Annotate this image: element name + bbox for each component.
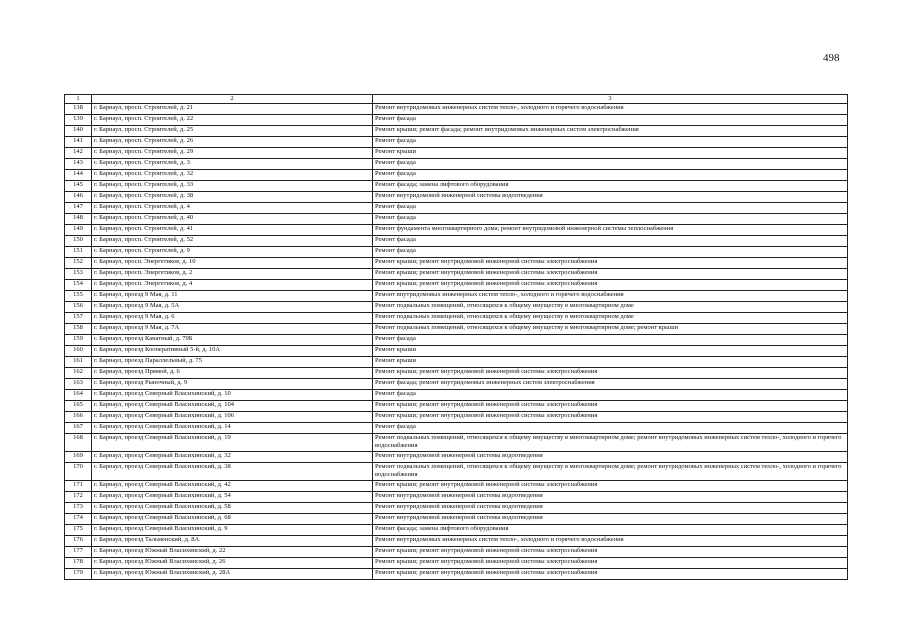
row-number-cell: 155 xyxy=(65,291,92,302)
table-row xyxy=(65,390,848,401)
work-type-cell: Ремонт крыши; ремонт внутридомовой инженерной системы электроснабжения xyxy=(373,368,848,379)
address-cell: г. Барнаул, проезд Северный Власихинский, д. 68 xyxy=(92,513,373,524)
row-number-cell: 164 xyxy=(65,390,92,401)
address-cell: г. Барнаул, проезд Южный Власихинский, д. 26 xyxy=(92,557,373,568)
work-type-cell: Ремонт внутридомовой инженерной системы водоотведения xyxy=(373,513,848,524)
work-type-cell: Ремонт внутридомовых инженерных систем тепло-, холодного и горячего водоснабжения xyxy=(373,104,848,115)
row-number-cell: 160 xyxy=(65,346,92,357)
address-cell: г. Барнаул, просп. Строителей, д. 25 xyxy=(92,126,373,137)
address-cell: г. Барнаул, просп. Строителей, д. 21 xyxy=(92,104,373,115)
row-number-cell: 152 xyxy=(65,258,92,269)
row-number-cell: 179 xyxy=(65,568,92,579)
work-type-cell: Ремонт крыши; ремонт внутридомовой инженерной системы электроснабжения xyxy=(373,412,848,423)
address-cell: г. Барнаул, проезд 9 Мая, д. 7А xyxy=(92,324,373,335)
table-row xyxy=(65,462,848,480)
row-number-cell: 173 xyxy=(65,502,92,513)
work-type-cell: Ремонт фасада xyxy=(373,203,848,214)
row-number-cell: 139 xyxy=(65,115,92,126)
header-cell-work: 3 xyxy=(373,95,848,104)
work-type-cell: Ремонт фасада xyxy=(373,236,848,247)
row-number-cell: 142 xyxy=(65,148,92,159)
header-cell-number: 1 xyxy=(65,95,92,104)
row-number-cell: 177 xyxy=(65,546,92,557)
work-type-cell: Ремонт внутридомовой инженерной системы водоотведения xyxy=(373,451,848,462)
row-number-cell: 141 xyxy=(65,137,92,148)
work-type-cell: Ремонт фундамента многоквартирного дома; ремонт внутридомовой инженерной системы теплоснабжения xyxy=(373,225,848,236)
row-number-cell: 146 xyxy=(65,192,92,203)
address-cell: г. Барнаул, проезд Северный Власихинский, д. 106 xyxy=(92,412,373,423)
row-number-cell: 161 xyxy=(65,357,92,368)
table-row xyxy=(65,546,848,557)
work-type-cell: Ремонт крыши; ремонт внутридомовой инженерной системы электроснабжения xyxy=(373,280,848,291)
address-cell: г. Барнаул, просп. Энергетиков, д. 4 xyxy=(92,280,373,291)
address-cell: г. Барнаул, проезд Северный Власихинский, д. 32 xyxy=(92,451,373,462)
work-type-cell: Ремонт внутридомовой инженерной системы водоотведения xyxy=(373,502,848,513)
work-type-cell: Ремонт фасада xyxy=(373,390,848,401)
work-type-cell: Ремонт крыши; ремонт внутридомовой инженерной системы электроснабжения xyxy=(373,258,848,269)
address-cell: г. Барнаул, проезд Тальменский, д. 8А xyxy=(92,535,373,546)
work-type-cell: Ремонт внутридомовых инженерных систем тепло-, холодного и горячего водоснабжения xyxy=(373,291,848,302)
table-row xyxy=(65,423,848,434)
table-row xyxy=(65,502,848,513)
table-row xyxy=(65,214,848,225)
row-number-cell: 167 xyxy=(65,423,92,434)
table-row xyxy=(65,346,848,357)
table-row xyxy=(65,513,848,524)
row-number-cell: 170 xyxy=(65,462,92,480)
table-row xyxy=(65,280,848,291)
work-type-cell: Ремонт фасада; ремонт внутридомовых инженерных систем электроснабжения xyxy=(373,379,848,390)
row-number-cell: 175 xyxy=(65,524,92,535)
address-cell: г. Барнаул, проезд 9 Мая, д. 6 xyxy=(92,313,373,324)
row-number-cell: 163 xyxy=(65,379,92,390)
address-cell: г. Барнаул, просп. Строителей, д. 29 xyxy=(92,148,373,159)
table-row xyxy=(65,170,848,181)
work-type-cell: Ремонт внутридомовой инженерной системы водоотведения xyxy=(373,491,848,502)
table-row xyxy=(65,313,848,324)
row-number-cell: 150 xyxy=(65,236,92,247)
table-header-row xyxy=(65,95,848,104)
work-type-cell: Ремонт крыши; ремонт внутридомовой инженерной системы электроснабжения xyxy=(373,557,848,568)
table-row xyxy=(65,148,848,159)
row-number-cell: 140 xyxy=(65,126,92,137)
address-cell: г. Барнаул, проезд Северный Власихинский, д. 104 xyxy=(92,401,373,412)
address-cell: г. Барнаул, проезд Параллельный, д. 75 xyxy=(92,357,373,368)
address-cell: г. Барнаул, просп. Строителей, д. 22 xyxy=(92,115,373,126)
table-row xyxy=(65,225,848,236)
table-row xyxy=(65,291,848,302)
address-cell: г. Барнаул, просп. Энергетиков, д. 2 xyxy=(92,269,373,280)
row-number-cell: 145 xyxy=(65,181,92,192)
row-number-cell: 156 xyxy=(65,302,92,313)
address-cell: г. Барнаул, проезд Северный Власихинский, д. 19 xyxy=(92,434,373,452)
row-number-cell: 138 xyxy=(65,104,92,115)
table-row xyxy=(65,535,848,546)
row-number-cell: 174 xyxy=(65,513,92,524)
address-cell: г. Барнаул, просп. Строителей, д. 38 xyxy=(92,192,373,203)
table-row xyxy=(65,568,848,579)
work-type-cell: Ремонт подвальных помещений, относящихся к общему имуществу в многоквартирном доме; ремонт крыши xyxy=(373,324,848,335)
address-cell: г. Барнаул, проезд Северный Власихинский, д. 38 xyxy=(92,462,373,480)
work-type-cell: Ремонт крыши; ремонт фасада; ремонт внутридомовых инженерных систем электроснабжения xyxy=(373,126,848,137)
address-cell: г. Барнаул, проезд Прямой, д. 6 xyxy=(92,368,373,379)
table-row xyxy=(65,247,848,258)
row-number-cell: 143 xyxy=(65,159,92,170)
row-number-cell: 148 xyxy=(65,214,92,225)
row-number-cell: 149 xyxy=(65,225,92,236)
address-cell: г. Барнаул, просп. Строителей, д. 9 xyxy=(92,247,373,258)
work-type-cell: Ремонт фасада xyxy=(373,214,848,225)
table-row xyxy=(65,379,848,390)
table-row xyxy=(65,159,848,170)
table-row xyxy=(65,192,848,203)
table-row xyxy=(65,126,848,137)
row-number-cell: 168 xyxy=(65,434,92,452)
table-row xyxy=(65,181,848,192)
row-number-cell: 144 xyxy=(65,170,92,181)
table-row xyxy=(65,258,848,269)
repair-table xyxy=(64,94,848,580)
table-row xyxy=(65,434,848,452)
address-cell: г. Барнаул, просп. Строителей, д. 26 xyxy=(92,137,373,148)
work-type-cell: Ремонт крыши; ремонт внутридомовой инженерной системы электроснабжения xyxy=(373,568,848,579)
row-number-cell: 165 xyxy=(65,401,92,412)
address-cell: г. Барнаул, проезд Северный Власихинский, д. 14 xyxy=(92,423,373,434)
table-row xyxy=(65,491,848,502)
work-type-cell: Ремонт фасада xyxy=(373,115,848,126)
table-row xyxy=(65,137,848,148)
table-row xyxy=(65,557,848,568)
address-cell: г. Барнаул, просп. Строителей, д. 52 xyxy=(92,236,373,247)
work-type-cell: Ремонт крыши; ремонт внутридомовой инженерной системы электроснабжения xyxy=(373,269,848,280)
address-cell: г. Барнаул, проезд Южный Власихинский, д. 22 xyxy=(92,546,373,557)
table-row xyxy=(65,115,848,126)
work-type-cell: Ремонт крыши xyxy=(373,357,848,368)
address-cell: г. Барнаул, проезд Северный Власихинский, д. 42 xyxy=(92,480,373,491)
row-number-cell: 157 xyxy=(65,313,92,324)
address-cell: г. Барнаул, проезд 9 Мая, д. 11 xyxy=(92,291,373,302)
work-type-cell: Ремонт фасада xyxy=(373,137,848,148)
address-cell: г. Барнаул, проезд Рыночный, д. 9 xyxy=(92,379,373,390)
work-type-cell: Ремонт крыши; ремонт внутридомовой инженерной системы электроснабжения xyxy=(373,480,848,491)
page-number: 498 xyxy=(823,52,840,64)
work-type-cell: Ремонт фасада xyxy=(373,247,848,258)
work-type-cell: Ремонт крыши xyxy=(373,148,848,159)
address-cell: г. Барнаул, проезд Кооперативный 5-й, д. 10А xyxy=(92,346,373,357)
work-type-cell: Ремонт фасада; замена лифтового оборудования xyxy=(373,524,848,535)
work-type-cell: Ремонт подвальных помещений, относящихся к общему имуществу в многоквартирном доме; ремонт внутридомовых инженерных систем тепло-, холодного и горячего водоснабжения xyxy=(373,462,848,480)
table-row xyxy=(65,480,848,491)
row-number-cell: 172 xyxy=(65,491,92,502)
header-cell-address: 2 xyxy=(92,95,373,104)
table-row xyxy=(65,104,848,115)
row-number-cell: 147 xyxy=(65,203,92,214)
work-type-cell: Ремонт крыши xyxy=(373,346,848,357)
table-body xyxy=(65,95,848,580)
table-row xyxy=(65,401,848,412)
work-type-cell: Ремонт фасада xyxy=(373,423,848,434)
table-row xyxy=(65,335,848,346)
address-cell: г. Барнаул, проезд 9 Мая, д. 5А xyxy=(92,302,373,313)
work-type-cell: Ремонт подвальных помещений, относящихся к общему имуществу в многоквартирном доме xyxy=(373,302,848,313)
row-number-cell: 176 xyxy=(65,535,92,546)
table-row xyxy=(65,524,848,535)
address-cell: г. Барнаул, проезд Северный Власихинский, д. 54 xyxy=(92,491,373,502)
row-number-cell: 158 xyxy=(65,324,92,335)
address-cell: г. Барнаул, проезд Северный Власихинский, д. 9 xyxy=(92,524,373,535)
row-number-cell: 151 xyxy=(65,247,92,258)
address-cell: г. Барнаул, просп. Строителей, д. 32 xyxy=(92,170,373,181)
table-row xyxy=(65,451,848,462)
table-row xyxy=(65,357,848,368)
row-number-cell: 171 xyxy=(65,480,92,491)
address-cell: г. Барнаул, просп. Энергетиков, д. 10 xyxy=(92,258,373,269)
work-type-cell: Ремонт фасада xyxy=(373,159,848,170)
work-type-cell: Ремонт подвальных помещений, относящихся к общему имуществу в многоквартирном доме xyxy=(373,313,848,324)
work-type-cell: Ремонт подвальных помещений, относящихся к общему имуществу в многоквартирном доме; ремонт внутридомовых инженерных систем тепло-, холодного и горячего водоснабжения xyxy=(373,434,848,452)
work-type-cell: Ремонт фасада xyxy=(373,335,848,346)
row-number-cell: 162 xyxy=(65,368,92,379)
row-number-cell: 154 xyxy=(65,280,92,291)
row-number-cell: 166 xyxy=(65,412,92,423)
address-cell: г. Барнаул, проезд Канатный, д. 79Б xyxy=(92,335,373,346)
address-cell: г. Барнаул, проезд Южный Власихинский, д. 28А xyxy=(92,568,373,579)
table-row xyxy=(65,412,848,423)
work-type-cell: Ремонт фасада xyxy=(373,170,848,181)
work-type-cell: Ремонт внутридомовых инженерных систем тепло-, холодного и горячего водоснабжения xyxy=(373,535,848,546)
row-number-cell: 159 xyxy=(65,335,92,346)
address-cell: г. Барнаул, проезд Северный Власихинский, д. 58 xyxy=(92,502,373,513)
table-row xyxy=(65,236,848,247)
row-number-cell: 178 xyxy=(65,557,92,568)
table-row xyxy=(65,203,848,214)
table-row xyxy=(65,269,848,280)
work-type-cell: Ремонт фасада; замена лифтового оборудования xyxy=(373,181,848,192)
row-number-cell: 169 xyxy=(65,451,92,462)
work-type-cell: Ремонт крыши; ремонт внутридомовой инженерной системы электроснабжения xyxy=(373,546,848,557)
work-type-cell: Ремонт внутридомовой инженерной системы водоотведения xyxy=(373,192,848,203)
address-cell: г. Барнаул, просп. Строителей, д. 40 xyxy=(92,214,373,225)
table-row xyxy=(65,324,848,335)
address-cell: г. Барнаул, проезд Северный Власихинский, д. 10 xyxy=(92,390,373,401)
table-row xyxy=(65,368,848,379)
address-cell: г. Барнаул, просп. Строителей, д. 33 xyxy=(92,181,373,192)
address-cell: г. Барнаул, просп. Строителей, д. 41 xyxy=(92,225,373,236)
work-type-cell: Ремонт крыши; ремонт внутридомовой инженерной системы электроснабжения xyxy=(373,401,848,412)
row-number-cell: 153 xyxy=(65,269,92,280)
table-row xyxy=(65,302,848,313)
address-cell: г. Барнаул, просп. Строителей, д. 3 xyxy=(92,159,373,170)
address-cell: г. Барнаул, просп. Строителей, д. 4 xyxy=(92,203,373,214)
